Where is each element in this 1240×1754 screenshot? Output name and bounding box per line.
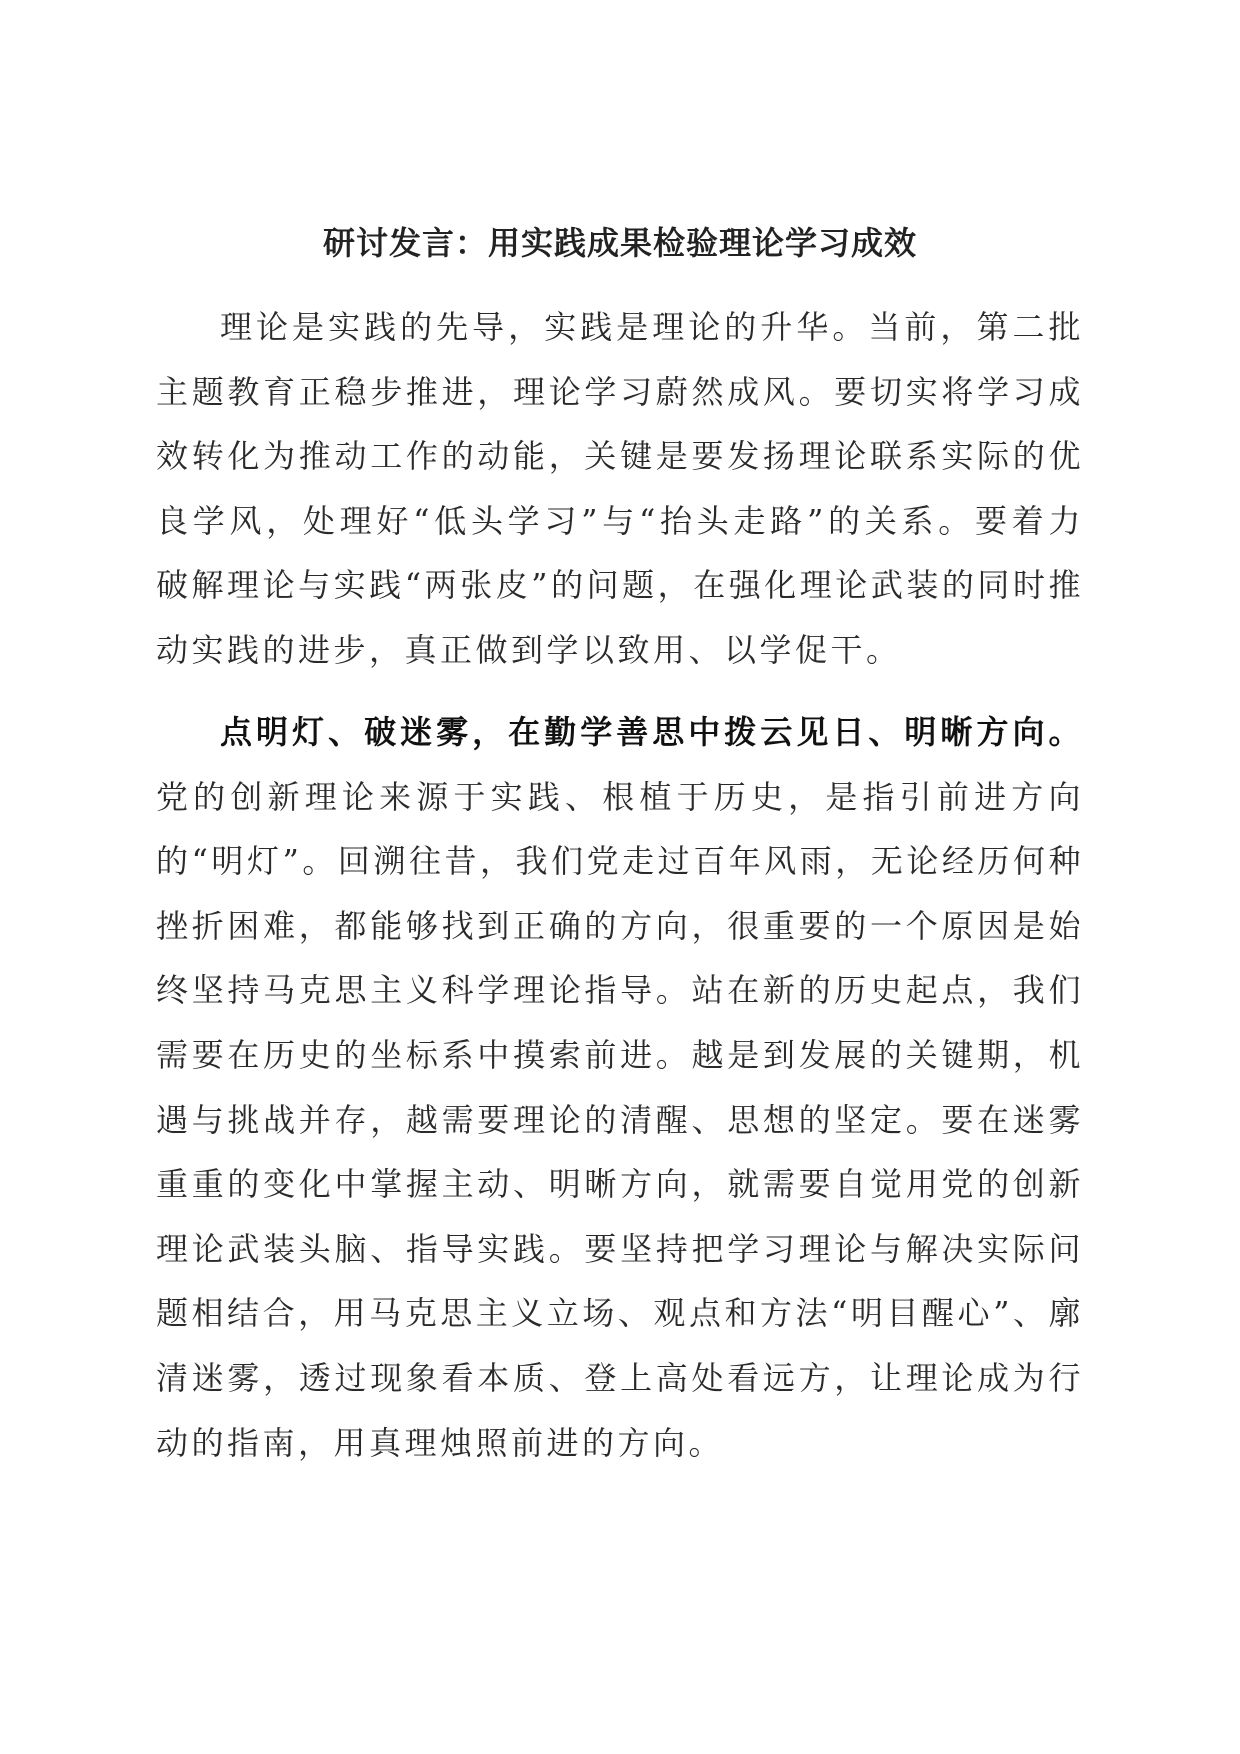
section-lead-heading: 点明灯、破迷雾，在勤学善思中拨云见日、明晰方向。	[220, 713, 1084, 751]
paragraph-intro	[156, 295, 1084, 683]
paragraph-intro-text: 理论是实践的先导，实践是理论的升华。当前，第二批主题教育正稳步推进，理论学习蔚然成风。要切实将学习成效转化为推动工作的动能，关键是要发扬理论联系实际的优良学风，处理好“低头学习”与“抬头走路”的关系。要着力破解理论与实践“两张皮”的问题，在强化理论武装的同时推动实践的进步，真正做到学以致用、以学促干。	[156, 308, 1084, 669]
document-title: 研讨发言：用实践成果检验理论学习成效	[322, 224, 917, 262]
paragraph-section-1	[156, 700, 1084, 1475]
paragraph-section-1-text: 党的创新理论来源于实践、根植于历史，是指引前进方向的“明灯”。回溯往昔，我们党走过百年风雨，无论经历何种挫折困难，都能够找到正确的方向，很重要的一个原因是始终坚持马克思主义科学理论指导。站在新的历史起点，我们需要在历史的坐标系中摸索前进。越是到发展的关键期，机遇与挑战并存，越需要理论的清醒、思想的坚定。要在迷雾重重的变化中掌握主动、明晰方向，就需要自觉用党的创新理论武装头脑、指导实践。要坚持把学习理论与解决实际问题相结合，用马克思主义立场、观点和方法“明目醒心”、廓清迷雾，透过现象看本质、登上高处看远方，让理论成为行动的指南，用真理烛照前进的方向。	[156, 777, 1084, 1462]
